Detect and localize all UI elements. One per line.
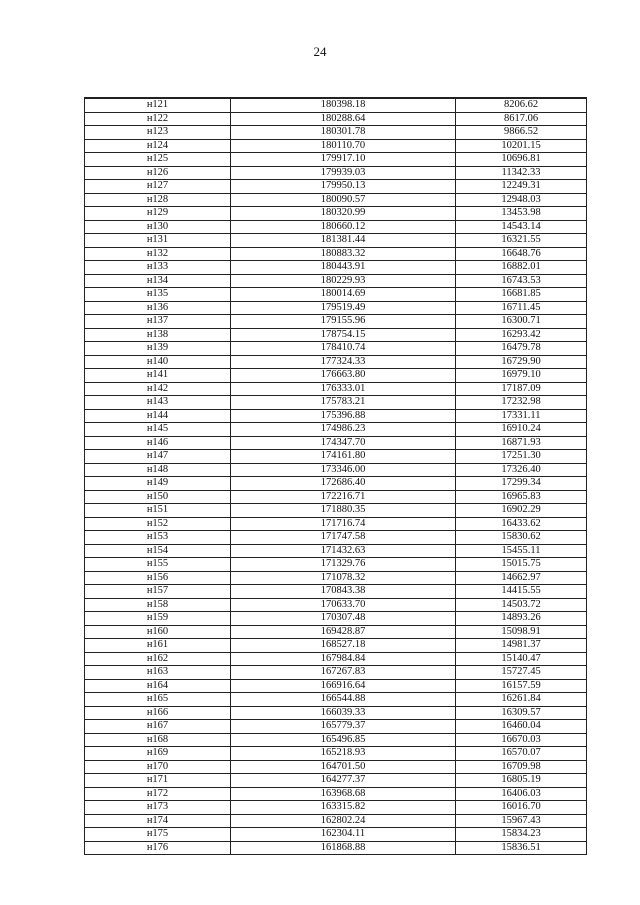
point-id-cell: н145	[85, 423, 231, 437]
table-row	[85, 220, 587, 234]
x-coordinate-cell: 174161.80	[231, 450, 456, 464]
table-row	[85, 760, 587, 774]
table-row	[85, 234, 587, 248]
x-coordinate-cell: 174347.70	[231, 436, 456, 450]
table-row	[85, 98, 587, 112]
table-row	[85, 625, 587, 639]
table-row	[85, 828, 587, 842]
x-coordinate-cell: 172216.71	[231, 490, 456, 504]
point-id-cell: н152	[85, 517, 231, 531]
point-id-cell: н148	[85, 463, 231, 477]
table-row	[85, 355, 587, 369]
table-row	[85, 247, 587, 261]
point-id-cell: н135	[85, 288, 231, 302]
x-coordinate-cell: 171880.35	[231, 504, 456, 518]
table-row	[85, 328, 587, 342]
table-row	[85, 693, 587, 707]
y-coordinate-cell: 16321.55	[456, 234, 587, 248]
x-coordinate-cell: 171329.76	[231, 558, 456, 572]
x-coordinate-cell: 180443.91	[231, 261, 456, 275]
y-coordinate-cell: 15967.43	[456, 814, 587, 828]
point-id-cell: н134	[85, 274, 231, 288]
y-coordinate-cell: 17331.11	[456, 409, 587, 423]
x-coordinate-cell: 180320.99	[231, 207, 456, 221]
point-id-cell: н166	[85, 706, 231, 720]
table-row	[85, 706, 587, 720]
point-id-cell: н173	[85, 801, 231, 815]
table-row	[85, 463, 587, 477]
table-row	[85, 558, 587, 572]
x-coordinate-cell: 165496.85	[231, 733, 456, 747]
point-id-cell: н121	[85, 98, 231, 112]
x-coordinate-cell: 167984.84	[231, 652, 456, 666]
x-coordinate-cell: 162802.24	[231, 814, 456, 828]
y-coordinate-cell: 17299.34	[456, 477, 587, 491]
point-id-cell: н159	[85, 612, 231, 626]
point-id-cell: н163	[85, 666, 231, 680]
table-row	[85, 315, 587, 329]
table-row	[85, 301, 587, 315]
table-row	[85, 679, 587, 693]
x-coordinate-cell: 166544.88	[231, 693, 456, 707]
x-coordinate-cell: 180229.93	[231, 274, 456, 288]
table-row	[85, 652, 587, 666]
y-coordinate-cell: 8617.06	[456, 112, 587, 126]
point-id-cell: н144	[85, 409, 231, 423]
table-row	[85, 436, 587, 450]
table-row	[85, 180, 587, 194]
point-id-cell: н169	[85, 747, 231, 761]
y-coordinate-cell: 16709.98	[456, 760, 587, 774]
y-coordinate-cell: 15455.11	[456, 544, 587, 558]
y-coordinate-cell: 16406.03	[456, 787, 587, 801]
table-row	[85, 612, 587, 626]
y-coordinate-cell: 16871.93	[456, 436, 587, 450]
point-id-cell: н140	[85, 355, 231, 369]
y-coordinate-cell: 10201.15	[456, 139, 587, 153]
table-row	[85, 774, 587, 788]
table-row	[85, 733, 587, 747]
table-row	[85, 747, 587, 761]
coordinates-table-body	[85, 98, 587, 855]
y-coordinate-cell: 14415.55	[456, 585, 587, 599]
x-coordinate-cell: 164701.50	[231, 760, 456, 774]
y-coordinate-cell: 16570.07	[456, 747, 587, 761]
point-id-cell: н133	[85, 261, 231, 275]
point-id-cell: н131	[85, 234, 231, 248]
point-id-cell: н161	[85, 639, 231, 653]
y-coordinate-cell: 16433.62	[456, 517, 587, 531]
point-id-cell: н157	[85, 585, 231, 599]
point-id-cell: н128	[85, 193, 231, 207]
y-coordinate-cell: 16460.04	[456, 720, 587, 734]
table-row	[85, 207, 587, 221]
table-row	[85, 841, 587, 855]
y-coordinate-cell: 14981.37	[456, 639, 587, 653]
x-coordinate-cell: 175783.21	[231, 396, 456, 410]
x-coordinate-cell: 180398.18	[231, 98, 456, 112]
x-coordinate-cell: 173346.00	[231, 463, 456, 477]
point-id-cell: н165	[85, 693, 231, 707]
y-coordinate-cell: 16479.78	[456, 342, 587, 356]
point-id-cell: н124	[85, 139, 231, 153]
point-id-cell: н176	[85, 841, 231, 855]
point-id-cell: н162	[85, 652, 231, 666]
x-coordinate-cell: 180288.64	[231, 112, 456, 126]
table-row	[85, 504, 587, 518]
y-coordinate-cell: 11342.33	[456, 166, 587, 180]
x-coordinate-cell: 167267.83	[231, 666, 456, 680]
y-coordinate-cell: 16261.84	[456, 693, 587, 707]
x-coordinate-cell: 180090.57	[231, 193, 456, 207]
point-id-cell: н146	[85, 436, 231, 450]
x-coordinate-cell: 178410.74	[231, 342, 456, 356]
y-coordinate-cell: 10696.81	[456, 153, 587, 167]
point-id-cell: н139	[85, 342, 231, 356]
x-coordinate-cell: 180301.78	[231, 126, 456, 140]
x-coordinate-cell: 175396.88	[231, 409, 456, 423]
y-coordinate-cell: 16300.71	[456, 315, 587, 329]
table-row	[85, 787, 587, 801]
point-id-cell: н147	[85, 450, 231, 464]
table-row	[85, 396, 587, 410]
y-coordinate-cell: 15098.91	[456, 625, 587, 639]
table-row	[85, 139, 587, 153]
y-coordinate-cell: 16743.53	[456, 274, 587, 288]
y-coordinate-cell: 9866.52	[456, 126, 587, 140]
point-id-cell: н142	[85, 382, 231, 396]
y-coordinate-cell: 16016.70	[456, 801, 587, 815]
table-row	[85, 382, 587, 396]
x-coordinate-cell: 176663.80	[231, 369, 456, 383]
y-coordinate-cell: 16882.01	[456, 261, 587, 275]
x-coordinate-cell: 179155.96	[231, 315, 456, 329]
y-coordinate-cell: 16681.85	[456, 288, 587, 302]
table-row	[85, 531, 587, 545]
point-id-cell: н168	[85, 733, 231, 747]
point-id-cell: н150	[85, 490, 231, 504]
table-row	[85, 720, 587, 734]
point-id-cell: н154	[85, 544, 231, 558]
table-row	[85, 166, 587, 180]
x-coordinate-cell: 163315.82	[231, 801, 456, 815]
y-coordinate-cell: 16979.10	[456, 369, 587, 383]
point-id-cell: н137	[85, 315, 231, 329]
y-coordinate-cell: 15830.62	[456, 531, 587, 545]
table-row	[85, 274, 587, 288]
y-coordinate-cell: 14503.72	[456, 598, 587, 612]
table-row	[85, 153, 587, 167]
x-coordinate-cell: 165779.37	[231, 720, 456, 734]
x-coordinate-cell: 171432.63	[231, 544, 456, 558]
x-coordinate-cell: 162304.11	[231, 828, 456, 842]
x-coordinate-cell: 169428.87	[231, 625, 456, 639]
y-coordinate-cell: 17251.30	[456, 450, 587, 464]
y-coordinate-cell: 17232.98	[456, 396, 587, 410]
x-coordinate-cell: 174986.23	[231, 423, 456, 437]
point-id-cell: н156	[85, 571, 231, 585]
x-coordinate-cell: 172686.40	[231, 477, 456, 491]
table-row	[85, 112, 587, 126]
x-coordinate-cell: 171078.32	[231, 571, 456, 585]
point-id-cell: н170	[85, 760, 231, 774]
y-coordinate-cell: 14893.26	[456, 612, 587, 626]
point-id-cell: н123	[85, 126, 231, 140]
table-row	[85, 450, 587, 464]
y-coordinate-cell: 14543.14	[456, 220, 587, 234]
x-coordinate-cell: 165218.93	[231, 747, 456, 761]
y-coordinate-cell: 17326.40	[456, 463, 587, 477]
x-coordinate-cell: 164277.37	[231, 774, 456, 788]
point-id-cell: н155	[85, 558, 231, 572]
x-coordinate-cell: 170633.70	[231, 598, 456, 612]
y-coordinate-cell: 12249.31	[456, 180, 587, 194]
point-id-cell: н127	[85, 180, 231, 194]
point-id-cell: н143	[85, 396, 231, 410]
table-row	[85, 544, 587, 558]
x-coordinate-cell: 171747.58	[231, 531, 456, 545]
y-coordinate-cell: 12948.03	[456, 193, 587, 207]
point-id-cell: н164	[85, 679, 231, 693]
x-coordinate-cell: 166916.64	[231, 679, 456, 693]
point-id-cell: н130	[85, 220, 231, 234]
y-coordinate-cell: 16910.24	[456, 423, 587, 437]
table-row	[85, 477, 587, 491]
point-id-cell: н141	[85, 369, 231, 383]
x-coordinate-cell: 180660.12	[231, 220, 456, 234]
x-coordinate-cell: 168527.18	[231, 639, 456, 653]
y-coordinate-cell: 16309.57	[456, 706, 587, 720]
table-row	[85, 814, 587, 828]
point-id-cell: н160	[85, 625, 231, 639]
x-coordinate-cell: 170843.38	[231, 585, 456, 599]
table-row	[85, 639, 587, 653]
table-row	[85, 517, 587, 531]
table-row	[85, 571, 587, 585]
point-id-cell: н126	[85, 166, 231, 180]
point-id-cell: н138	[85, 328, 231, 342]
point-id-cell: н172	[85, 787, 231, 801]
point-id-cell: н149	[85, 477, 231, 491]
y-coordinate-cell: 16648.76	[456, 247, 587, 261]
x-coordinate-cell: 181381.44	[231, 234, 456, 248]
point-id-cell: н122	[85, 112, 231, 126]
y-coordinate-cell: 16293.42	[456, 328, 587, 342]
y-coordinate-cell: 17187.09	[456, 382, 587, 396]
x-coordinate-cell: 180014.69	[231, 288, 456, 302]
x-coordinate-cell: 179939.03	[231, 166, 456, 180]
y-coordinate-cell: 16157.59	[456, 679, 587, 693]
x-coordinate-cell: 179917.10	[231, 153, 456, 167]
y-coordinate-cell: 15015.75	[456, 558, 587, 572]
x-coordinate-cell: 180883.32	[231, 247, 456, 261]
y-coordinate-cell: 15836.51	[456, 841, 587, 855]
table-row	[85, 369, 587, 383]
y-coordinate-cell: 16670.03	[456, 733, 587, 747]
point-id-cell: н132	[85, 247, 231, 261]
table-row	[85, 801, 587, 815]
table-row	[85, 423, 587, 437]
table-row	[85, 193, 587, 207]
table-row	[85, 409, 587, 423]
y-coordinate-cell: 13453.98	[456, 207, 587, 221]
x-coordinate-cell: 161868.88	[231, 841, 456, 855]
table-row	[85, 598, 587, 612]
y-coordinate-cell: 15727.45	[456, 666, 587, 680]
x-coordinate-cell: 180110.70	[231, 139, 456, 153]
point-id-cell: н175	[85, 828, 231, 842]
y-coordinate-cell: 15140.47	[456, 652, 587, 666]
point-id-cell: н129	[85, 207, 231, 221]
point-id-cell: н125	[85, 153, 231, 167]
x-coordinate-cell: 176333.01	[231, 382, 456, 396]
x-coordinate-cell: 171716.74	[231, 517, 456, 531]
y-coordinate-cell: 16902.29	[456, 504, 587, 518]
table-row	[85, 126, 587, 140]
coordinates-table	[84, 97, 587, 855]
table-row	[85, 261, 587, 275]
table-row	[85, 288, 587, 302]
table-row	[85, 585, 587, 599]
point-id-cell: н167	[85, 720, 231, 734]
point-id-cell: н136	[85, 301, 231, 315]
x-coordinate-cell: 166039.33	[231, 706, 456, 720]
point-id-cell: н158	[85, 598, 231, 612]
table-row	[85, 490, 587, 504]
point-id-cell: н151	[85, 504, 231, 518]
x-coordinate-cell: 163968.68	[231, 787, 456, 801]
x-coordinate-cell: 177324.33	[231, 355, 456, 369]
page-number: 24	[313, 44, 327, 59]
y-coordinate-cell: 16729.90	[456, 355, 587, 369]
y-coordinate-cell: 15834.23	[456, 828, 587, 842]
point-id-cell: н174	[85, 814, 231, 828]
y-coordinate-cell: 16965.83	[456, 490, 587, 504]
x-coordinate-cell: 170307.48	[231, 612, 456, 626]
table-row	[85, 342, 587, 356]
point-id-cell: н171	[85, 774, 231, 788]
y-coordinate-cell: 8206.62	[456, 98, 587, 112]
x-coordinate-cell: 179950.13	[231, 180, 456, 194]
point-id-cell: н153	[85, 531, 231, 545]
x-coordinate-cell: 179519.49	[231, 301, 456, 315]
y-coordinate-cell: 14662.97	[456, 571, 587, 585]
y-coordinate-cell: 16805.19	[456, 774, 587, 788]
y-coordinate-cell: 16711.45	[456, 301, 587, 315]
table-row	[85, 666, 587, 680]
x-coordinate-cell: 178754.15	[231, 328, 456, 342]
